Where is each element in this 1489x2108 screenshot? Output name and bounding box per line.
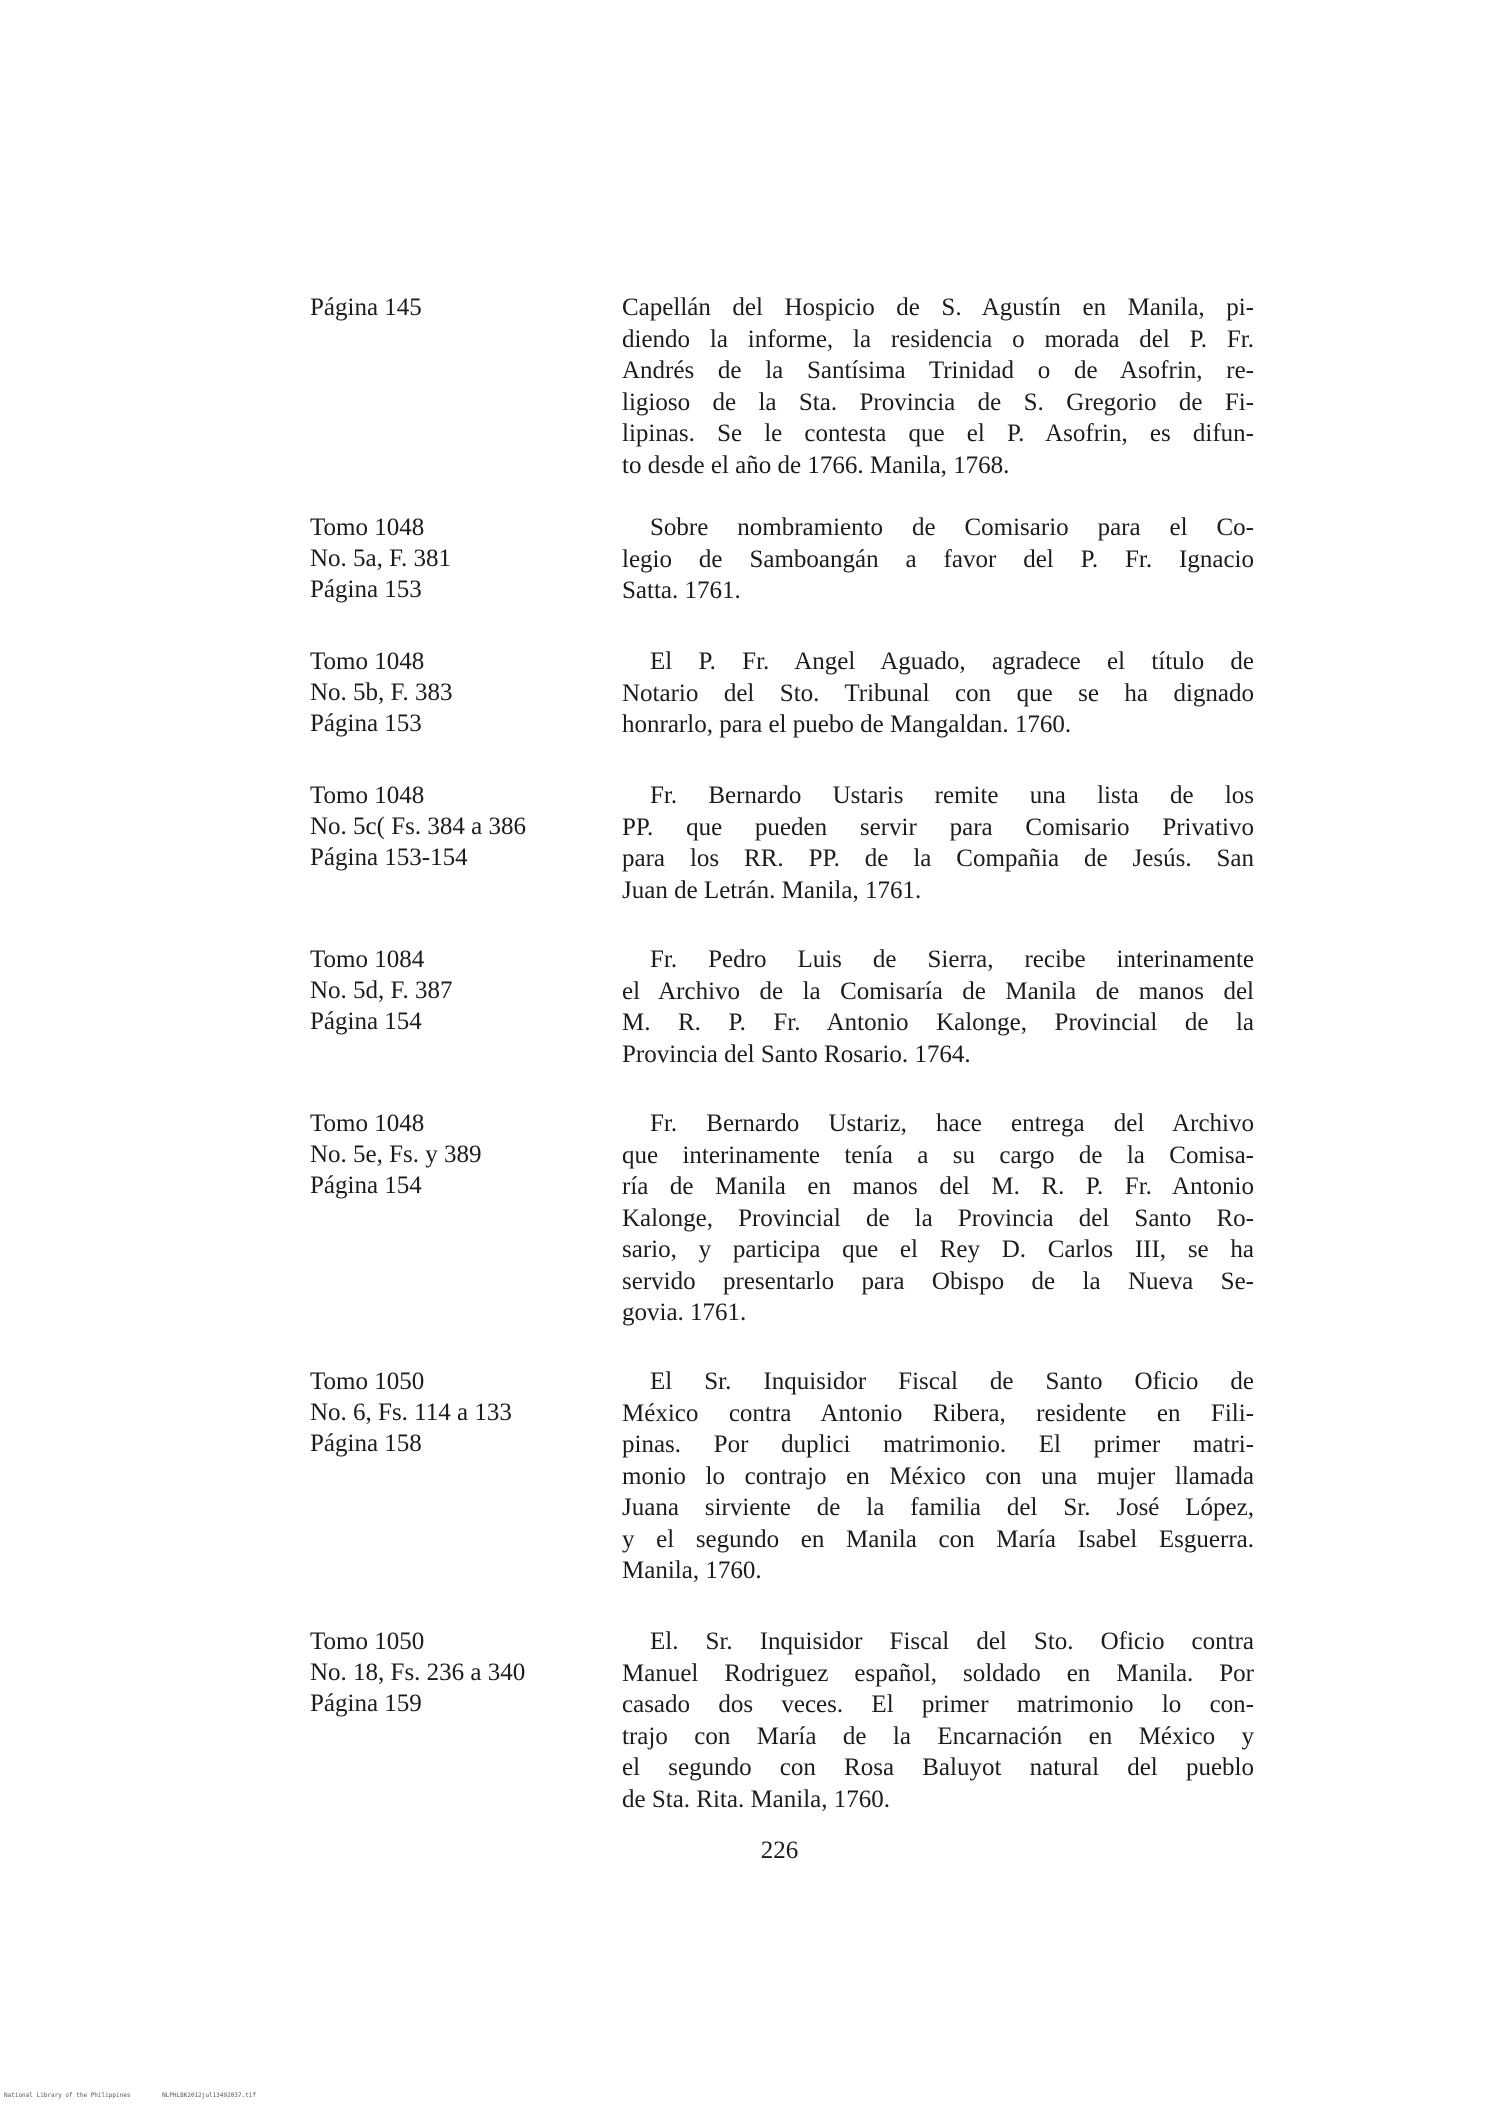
- description-line: trajo con María de la Encarnación en México y: [622, 1722, 1254, 1750]
- entry-reference: [310, 512, 610, 605]
- description-line: Fr. Bernardo Ustariz, hace entrega del Archivo: [650, 1110, 1254, 1137]
- entry-reference: [310, 292, 610, 323]
- entry-reference: [310, 780, 610, 873]
- reference-line: Página 145: [310, 294, 422, 321]
- description-line: el segundo con Rosa Baluyot natural del pueblo: [622, 1754, 1254, 1781]
- description-line: Fr. Pedro Luis de Sierra, recibe interinamente: [650, 946, 1254, 973]
- description-line: PP. que pueden servir para Comisario Privativo: [622, 813, 1254, 841]
- description-line: lipinas. Se le contesta que el P. Asofrin, es difun-: [622, 420, 1254, 447]
- reference-line: Página 153: [310, 710, 422, 737]
- reference-line: No. 5b, F. 383: [310, 679, 453, 706]
- reference-line: No. 18, Fs. 236 a 340: [310, 1659, 526, 1686]
- description-line: servido presentarlo para Obispo de la Nueva Se-: [622, 1267, 1254, 1295]
- entry-reference: [310, 944, 610, 1037]
- reference-line: Tomo 1048: [310, 514, 425, 541]
- description-line: México contra Antonio Ribera, residente en Fili-: [622, 1399, 1254, 1427]
- description-line: Capellán del Hospicio de S. Agustín en Manila, pi-: [622, 294, 1254, 321]
- description-line: honrarlo, para el puebo de Mangaldan. 1760.: [622, 711, 1072, 738]
- entry-description: [622, 1366, 1254, 1587]
- description-line: casado dos veces. El primer matrimonio lo con-: [622, 1691, 1254, 1718]
- entry-description: [622, 1108, 1254, 1329]
- entry-description: [622, 944, 1254, 1070]
- description-line: El P. Fr. Angel Aguado, agradece el título de: [650, 648, 1254, 675]
- reference-line: Página 153-154: [310, 844, 468, 871]
- description-line: Satta. 1761.: [622, 577, 741, 604]
- reference-line: Tomo 1050: [310, 1628, 425, 1655]
- entry-description: [622, 646, 1254, 741]
- reference-line: Tomo 1084: [310, 946, 425, 973]
- reference-line: Página 159: [310, 1690, 422, 1717]
- entry-description: [622, 780, 1254, 906]
- reference-line: Tomo 1048: [310, 782, 425, 809]
- reference-line: No. 5d, F. 387: [310, 977, 453, 1004]
- description-line: Kalonge, Provincial de la Provincia del Santo Ro-: [622, 1204, 1254, 1232]
- entry-reference: [310, 1108, 610, 1201]
- reference-line: Tomo 1048: [310, 1110, 425, 1137]
- description-line: ría de Manila en manos del M. R. P. Fr. Antonio: [622, 1173, 1254, 1200]
- description-line: y el segundo en Manila con María Isabel Esguerra.: [622, 1525, 1254, 1553]
- footer-filename: NLPHLBK2012jul13492037.tif: [162, 2092, 256, 2099]
- entry-reference: [310, 1366, 610, 1459]
- description-line: Andrés de la Santísima Trinidad o de Asofrin, re-: [622, 357, 1254, 384]
- reference-line: Tomo 1048: [310, 648, 425, 675]
- description-line: Sobre nombramiento de Comisario para el Co-: [650, 514, 1254, 541]
- description-line: que interinamente tenía a su cargo de la Comisa-: [622, 1141, 1254, 1169]
- reference-line: No. 5a, F. 381: [310, 545, 452, 572]
- entry-description: [622, 292, 1254, 481]
- reference-line: Página 153: [310, 576, 422, 603]
- reference-line: Página 154: [310, 1172, 422, 1199]
- reference-line: Página 158: [310, 1430, 422, 1457]
- description-line: pinas. Por duplici matrimonio. El primer matri-: [622, 1431, 1254, 1458]
- description-line: El Sr. Inquisidor Fiscal de Santo Oficio de: [650, 1368, 1254, 1395]
- description-line: M. R. P. Fr. Antonio Kalonge, Provincial de la: [622, 1009, 1254, 1036]
- description-line: ligioso de la Sta. Provincia de S. Gregorio de Fi-: [622, 388, 1254, 416]
- description-line: Juana sirviente de la familia del Sr. José López,: [622, 1494, 1254, 1521]
- description-line: monio lo contrajo en México con una mujer llamada: [622, 1462, 1254, 1490]
- reference-line: No. 6, Fs. 114 a 133: [310, 1399, 512, 1426]
- description-line: to desde el año de 1766. Manila, 1768.: [622, 451, 1010, 479]
- description-line: sario, y participa que el Rey D. Carlos III, se ha: [622, 1236, 1254, 1263]
- scan-footer: [4, 2092, 284, 2099]
- entry-reference: [310, 646, 610, 739]
- reference-line: Página 154: [310, 1008, 422, 1035]
- reference-line: Tomo 1050: [310, 1368, 425, 1395]
- entry-description: [622, 1626, 1254, 1815]
- description-line: El. Sr. Inquisidor Fiscal del Sto. Oficio contra: [650, 1628, 1254, 1655]
- reference-line: No. 5e, Fs. y 389: [310, 1141, 482, 1168]
- description-line: Notario del Sto. Tribunal con que se ha dignado: [622, 679, 1254, 707]
- description-line: govia. 1761.: [622, 1299, 747, 1326]
- description-line: el Archivo de la Comisaría de Manila de manos del: [622, 977, 1254, 1005]
- footer-source: National Library of the Philippines: [4, 2092, 131, 2099]
- entry-description: [622, 512, 1254, 607]
- description-line: diendo la informe, la residencia o morada del P. Fr.: [622, 325, 1254, 353]
- description-line: Manila, 1760.: [622, 1557, 762, 1584]
- description-line: Fr. Bernardo Ustaris remite una lista de los: [650, 782, 1254, 809]
- description-line: Juan de Letrán. Manila, 1761.: [622, 876, 922, 904]
- description-line: Manuel Rodriguez español, soldado en Manila. Por: [622, 1659, 1254, 1687]
- description-line: de Sta. Rita. Manila, 1760.: [622, 1785, 891, 1813]
- description-line: Provincia del Santo Rosario. 1764.: [622, 1040, 971, 1068]
- entry-reference: [310, 1626, 610, 1719]
- description-line: para los RR. PP. de la Compañia de Jesús. San: [622, 845, 1254, 872]
- description-line: legio de Samboangán a favor del P. Fr. Ignacio: [622, 545, 1254, 573]
- reference-line: No. 5c( Fs. 384 a 386: [310, 813, 526, 840]
- page-number: 226: [760, 1837, 799, 1864]
